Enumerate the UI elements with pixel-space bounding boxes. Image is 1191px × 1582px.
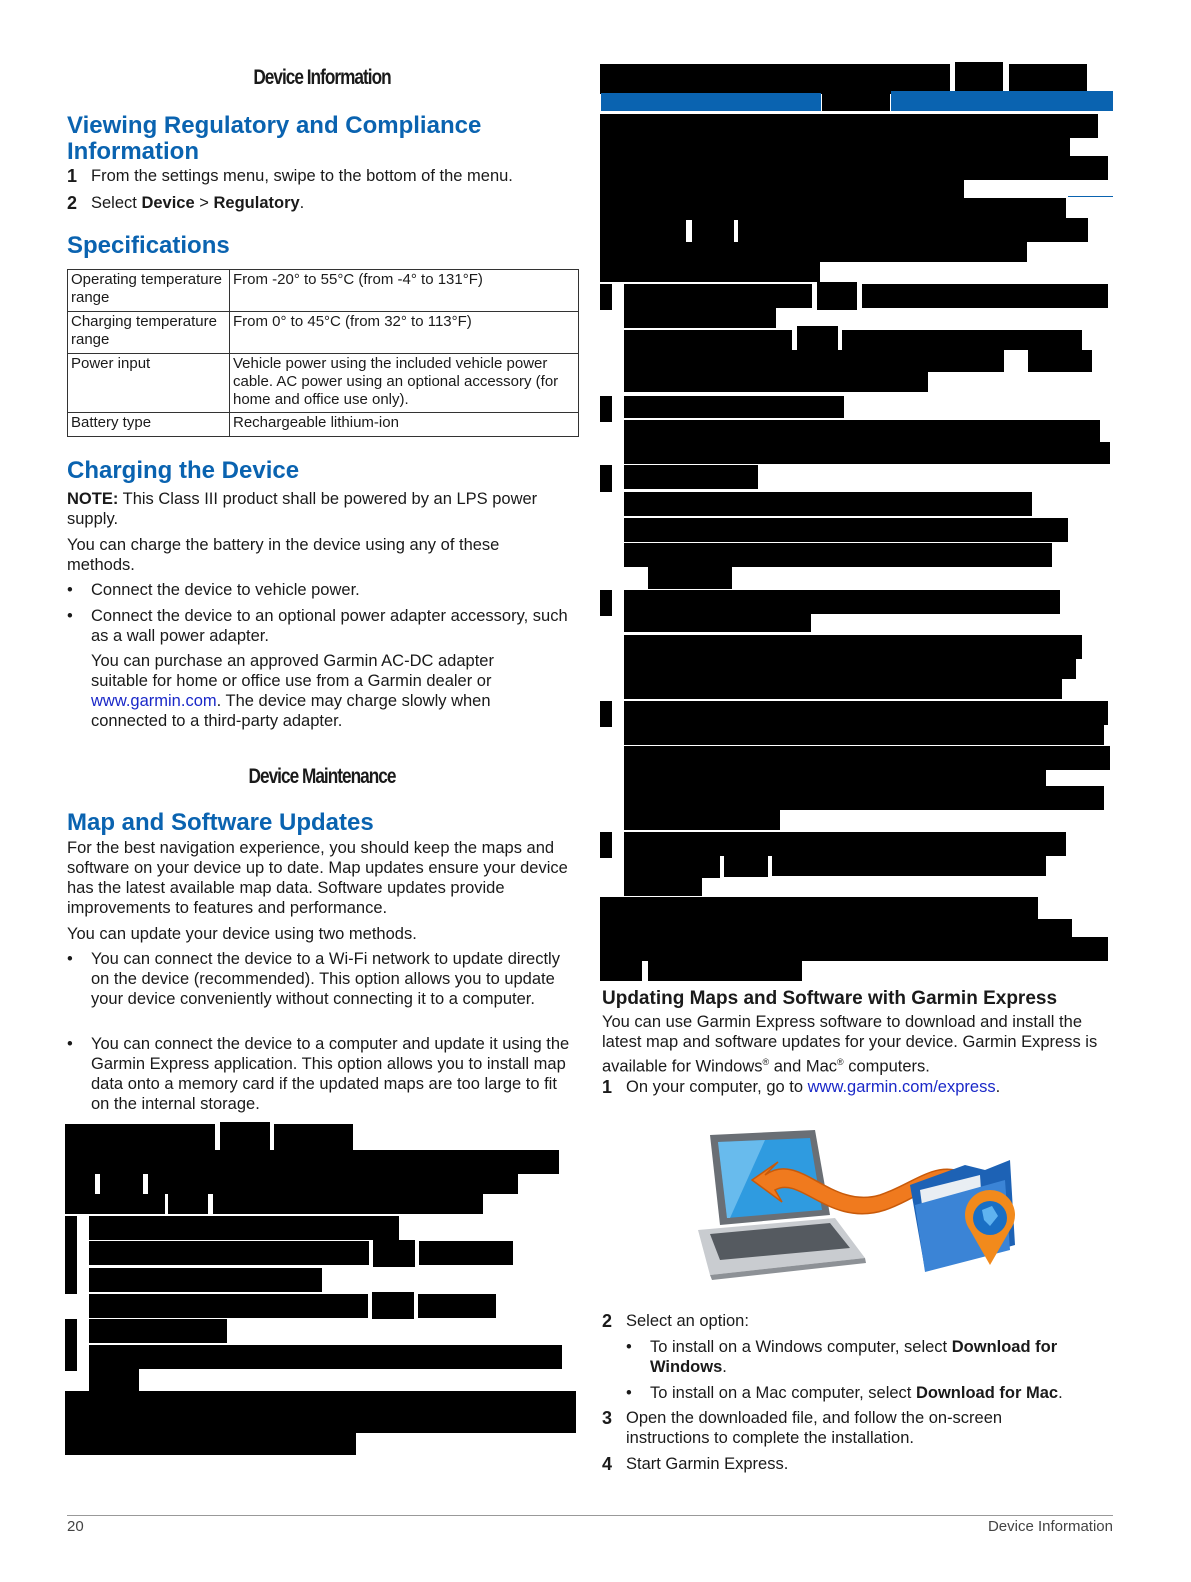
updates-para-2: You can update your device using two methods. bbox=[67, 925, 417, 943]
heading-charging: Charging the Device bbox=[67, 457, 300, 484]
spec-label: Operating temperature range bbox=[68, 270, 230, 312]
spec-value: From 0° to 45°C (from 32° to 113°F) bbox=[230, 312, 579, 354]
express-option-mac bbox=[626, 1383, 1106, 1403]
updates-bullet-1 bbox=[67, 949, 579, 1009]
heading-regulatory-line2: Information bbox=[67, 138, 199, 165]
heading-garmin-express: Updating Maps and Software with Garmin Express bbox=[602, 988, 1058, 1009]
step-number: 2 bbox=[602, 1311, 613, 1331]
step-text: On your computer, go to www.garmin.com/express. bbox=[626, 1078, 1001, 1096]
page-number: 20 bbox=[67, 1518, 84, 1535]
heading-regulatory-line1: Viewing Regulatory and Compliance bbox=[67, 112, 482, 139]
garmin-express-link[interactable]: www.garmin.com/express bbox=[807, 1078, 996, 1096]
express-step-1 bbox=[602, 1077, 1112, 1098]
table-row bbox=[68, 413, 579, 437]
step-text: Select an option: bbox=[626, 1312, 749, 1330]
garmin-link[interactable]: www.garmin.com bbox=[91, 692, 217, 710]
updates-para-1: For the best navigation experience, you should keep the maps and software on your device up to date. Map updates ensure your device has the latest available map data. Software updates provide improvements to features and performance. bbox=[67, 839, 568, 917]
spec-value: Rechargeable lithium-ion bbox=[230, 413, 579, 437]
heading-updates: Map and Software Updates bbox=[67, 809, 374, 836]
table-row bbox=[68, 270, 579, 312]
table-row bbox=[68, 354, 579, 413]
step-text: Select Device > Regulatory. bbox=[91, 194, 305, 212]
bullet-text: Connect the device to vehicle power. bbox=[91, 581, 360, 599]
step-number: 3 bbox=[602, 1408, 613, 1428]
bullet-icon: • bbox=[67, 607, 73, 625]
spec-value: From -20° to 55°C (from -4° to 131°F) bbox=[230, 270, 579, 312]
bullet-text: You can connect the device to a Wi-Fi network to update directly on the device (recommended). This option allows you to update your device conveniently without connecting it to a computer. bbox=[91, 950, 560, 1008]
express-step-3 bbox=[602, 1408, 1082, 1447]
spec-value: Vehicle power using the included vehicle power cable. AC power using an optional accessory (for home and office use only). bbox=[230, 354, 579, 413]
express-intro: You can use Garmin Express software to download and install the latest map and software updates for your device. Garmin Express is available for Windows® and Mac® computers. bbox=[602, 1013, 1098, 1076]
heading-specifications: Specifications bbox=[67, 232, 230, 259]
step-text: From the settings menu, swipe to the bottom of the menu. bbox=[91, 167, 513, 185]
spec-label: Power input bbox=[68, 354, 230, 413]
regulatory-step-2 bbox=[67, 193, 577, 214]
note-label: NOTE: bbox=[67, 490, 119, 508]
regulatory-step-1 bbox=[67, 166, 577, 187]
step-text: Open the downloaded file, and follow the on-screen instructions to complete the installation. bbox=[626, 1409, 1003, 1447]
spec-label: Battery type bbox=[68, 413, 230, 437]
express-option-windows bbox=[626, 1337, 1106, 1377]
option-text: To install on a Windows computer, select Download for Windows. bbox=[650, 1338, 1058, 1376]
bullet-icon: • bbox=[67, 950, 73, 968]
charging-bullet-1 bbox=[67, 580, 577, 600]
step-number: 2 bbox=[67, 193, 78, 213]
note-text: This Class III product shall be powered by an LPS power supply. bbox=[67, 490, 538, 528]
bullet-text: You can connect the device to a computer and update it using the Garmin Express application. This option allows you to install map data onto a memory card if the updated maps are too large to fit on the internal storage. bbox=[91, 1035, 570, 1113]
bullet-icon: • bbox=[67, 1035, 73, 1053]
step-text: Start Garmin Express. bbox=[626, 1455, 789, 1473]
express-step-4 bbox=[602, 1454, 1082, 1475]
charging-bullet-2 bbox=[67, 606, 577, 646]
table-row bbox=[68, 312, 579, 354]
garmin-express-illustration bbox=[690, 1130, 1030, 1280]
heading-regulatory bbox=[67, 113, 587, 165]
charging-adapter-note: You can purchase an approved Garmin AC-DC adapter suitable for home or office use from a Garmin dealer or www.garmin.com. The device may charge slowly when connected to a third-party adapter. bbox=[91, 652, 494, 730]
charging-note bbox=[67, 489, 579, 529]
bullet-icon: • bbox=[67, 581, 73, 599]
option-text: To install on a Mac computer, select Download for Mac. bbox=[650, 1384, 1063, 1402]
chapter-title-device-information: Device Information bbox=[253, 66, 391, 89]
step-number: 4 bbox=[602, 1454, 613, 1474]
updates-bullet-2 bbox=[67, 1034, 579, 1114]
specifications-table bbox=[67, 269, 579, 437]
chapter-title-device-maintenance: Device Maintenance bbox=[248, 765, 396, 788]
step-number: 1 bbox=[602, 1077, 613, 1097]
express-step-2 bbox=[602, 1311, 1112, 1332]
spec-label: Charging temperature range bbox=[68, 312, 230, 354]
footer-section-title: Device Information bbox=[987, 1518, 1113, 1535]
bullet-icon: • bbox=[626, 1338, 632, 1356]
charging-intro: You can charge the battery in the device using any of these methods. bbox=[67, 536, 500, 574]
bullet-icon: • bbox=[626, 1384, 632, 1402]
footer-divider bbox=[67, 1515, 1113, 1516]
step-number: 1 bbox=[67, 166, 78, 186]
bullet-text: Connect the device to an optional power adapter accessory, such as a wall power adapter. bbox=[91, 607, 568, 645]
